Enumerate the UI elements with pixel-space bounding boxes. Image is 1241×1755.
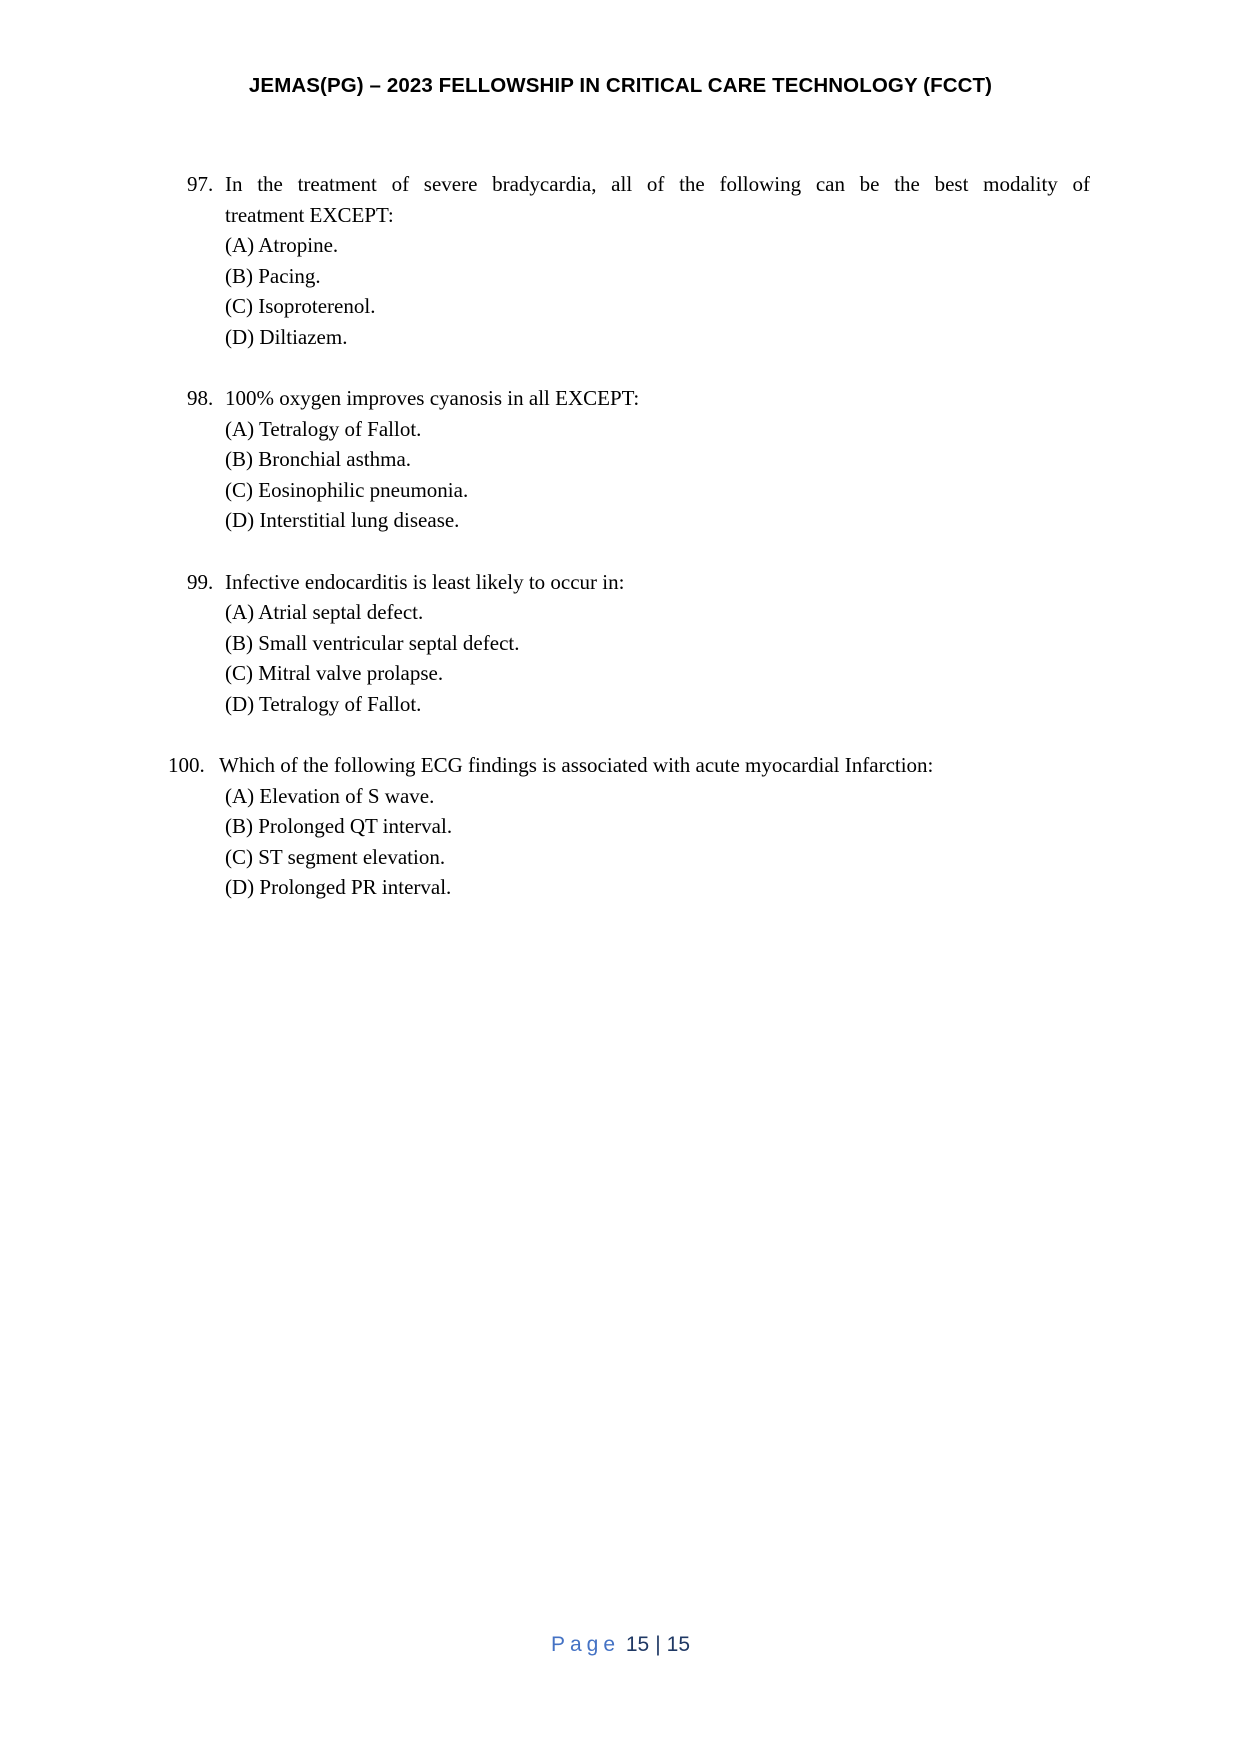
question-text: Which of the following ECG findings is associated with acute myocardial Infarction:: [219, 753, 934, 777]
option-b: (B) Pacing.: [225, 263, 321, 288]
question-99: [0, 567, 1241, 720]
option-list: [225, 781, 1241, 903]
option-d: (D) Tetralogy of Fallot.: [225, 691, 422, 716]
question-list: [0, 169, 1241, 903]
question-text: Infective endocarditis is least likely to occur in:: [225, 569, 625, 594]
option-d: (D) Interstitial lung disease.: [225, 508, 460, 532]
option-list: [225, 597, 1241, 719]
option-d: (D) Diltiazem.: [225, 324, 348, 349]
question-text: [225, 169, 1090, 230]
question-number: 99.: [187, 569, 214, 594]
question-number: 100.: [168, 753, 205, 777]
question-97: [0, 169, 1241, 352]
total-pages-number: 15: [666, 1633, 691, 1656]
page-header-title: JEMAS(PG) – 2023 FELLOWSHIP IN CRITICAL CARE TECHNOLOGY (FCCT): [248, 74, 993, 97]
option-b: (B) Prolonged QT interval.: [225, 814, 453, 838]
option-c: (C) ST segment elevation.: [225, 844, 446, 869]
question-number: 98.: [187, 386, 214, 410]
option-c: (C) Eosinophilic pneumonia.: [225, 477, 469, 502]
option-list: [225, 414, 1241, 536]
question-98: [0, 383, 1241, 536]
option-b: (B) Small ventricular septal defect.: [225, 630, 520, 655]
question-number: 97.: [187, 172, 214, 196]
option-c: (C) Mitral valve prolapse.: [225, 661, 444, 685]
option-list: [225, 230, 1241, 352]
option-a: (A) Atrial septal defect.: [225, 600, 424, 624]
question-text-line-1: In the treatment of severe bradycardia, all of the following can be the best modality of: [225, 172, 1090, 196]
option-d: (D) Prolonged PR interval.: [225, 875, 452, 899]
option-a: (A) Atropine.: [225, 233, 339, 257]
page-footer: [0, 1633, 1241, 1657]
option-c: (C) Isoproterenol.: [225, 294, 376, 318]
question-text-line-2: treatment EXCEPT:: [225, 202, 394, 227]
page-label: Page: [550, 1633, 620, 1656]
option-b: (B) Bronchial asthma.: [225, 447, 412, 471]
question-text: 100% oxygen improves cyanosis in all EXCEPT:: [225, 386, 640, 410]
option-a: (A) Tetralogy of Fallot.: [225, 416, 422, 441]
option-a: (A) Elevation of S wave.: [225, 783, 435, 808]
page-separator: |: [655, 1633, 661, 1656]
question-100: [0, 750, 1241, 903]
current-page-number: 15: [625, 1633, 650, 1656]
